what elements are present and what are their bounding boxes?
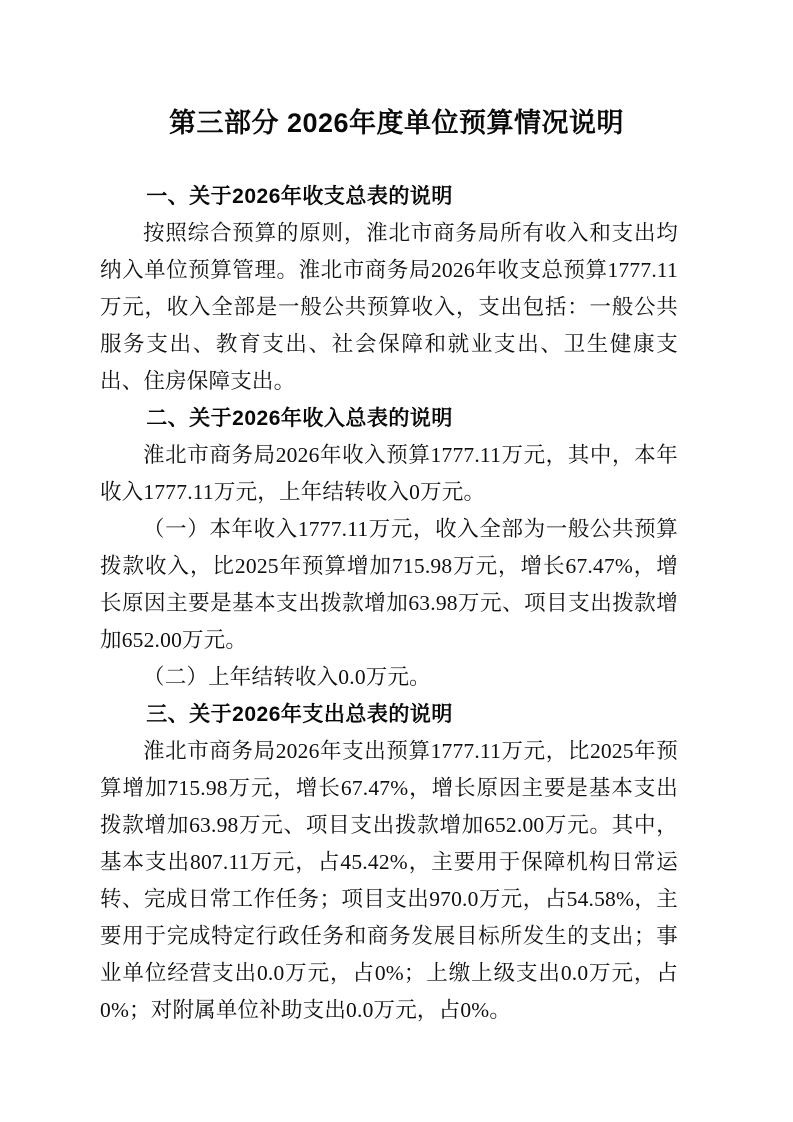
section-3-paragraph-1: 淮北市商务局2026年支出预算1777.11万元，比2025年预算增加715.98万元，增长67.47%，增长原因主要是基本支出拨款增加63.98万元、项目支出拨款增加652.00万元。其中，基本支出807.11万元，占45.42%，主要用于保障机构日常运转、完成日常工作任务；项目支出970.0万元，占54.58%，主要用于完成特定行政任务和商务发展目标所发生的支出；事业单位经营支出0.0万元，占0%；上缴上级支出0.0万元，占0%；对附属单位补助支出0.0万元，占0%。 (100, 739, 678, 1022)
section-heading-3: 三、关于2026年支出总表的说明 (146, 703, 453, 726)
document-body (0, 178, 793, 1029)
section-heading-2: 二、关于2026年收入总表的说明 (146, 407, 453, 430)
section-2-paragraph-2: （一）本年收入1777.11万元，收入全部为一般公共预算拨款收入，比2025年预算增加715.98万元，增长67.47%，增长原因主要是基本支出拨款增加63.98万元、项目支出拨款增加652.00万元。 (100, 517, 678, 652)
section-1-paragraph-1: 按照综合预算的原则，淮北市商务局所有收入和支出均纳入单位预算管理。淮北市商务局2026年收支总预算1777.11万元，收入全部是一般公共预算收入，支出包括：一般公共服务支出、教育支出、社会保障和就业支出、卫生健康支出、住房保障支出。 (100, 221, 678, 393)
section-2-paragraph-3: （二）上年结转收入0.0万元。 (143, 665, 431, 689)
section-2-paragraph-1: 淮北市商务局2026年收入预算1777.11万元，其中，本年收入1777.11万元，上年结转收入0万元。 (100, 443, 678, 504)
document-title: 第三部分 2026年度单位预算情况说明 (168, 108, 625, 138)
section-heading-1: 一、关于2026年收支总表的说明 (146, 185, 453, 208)
